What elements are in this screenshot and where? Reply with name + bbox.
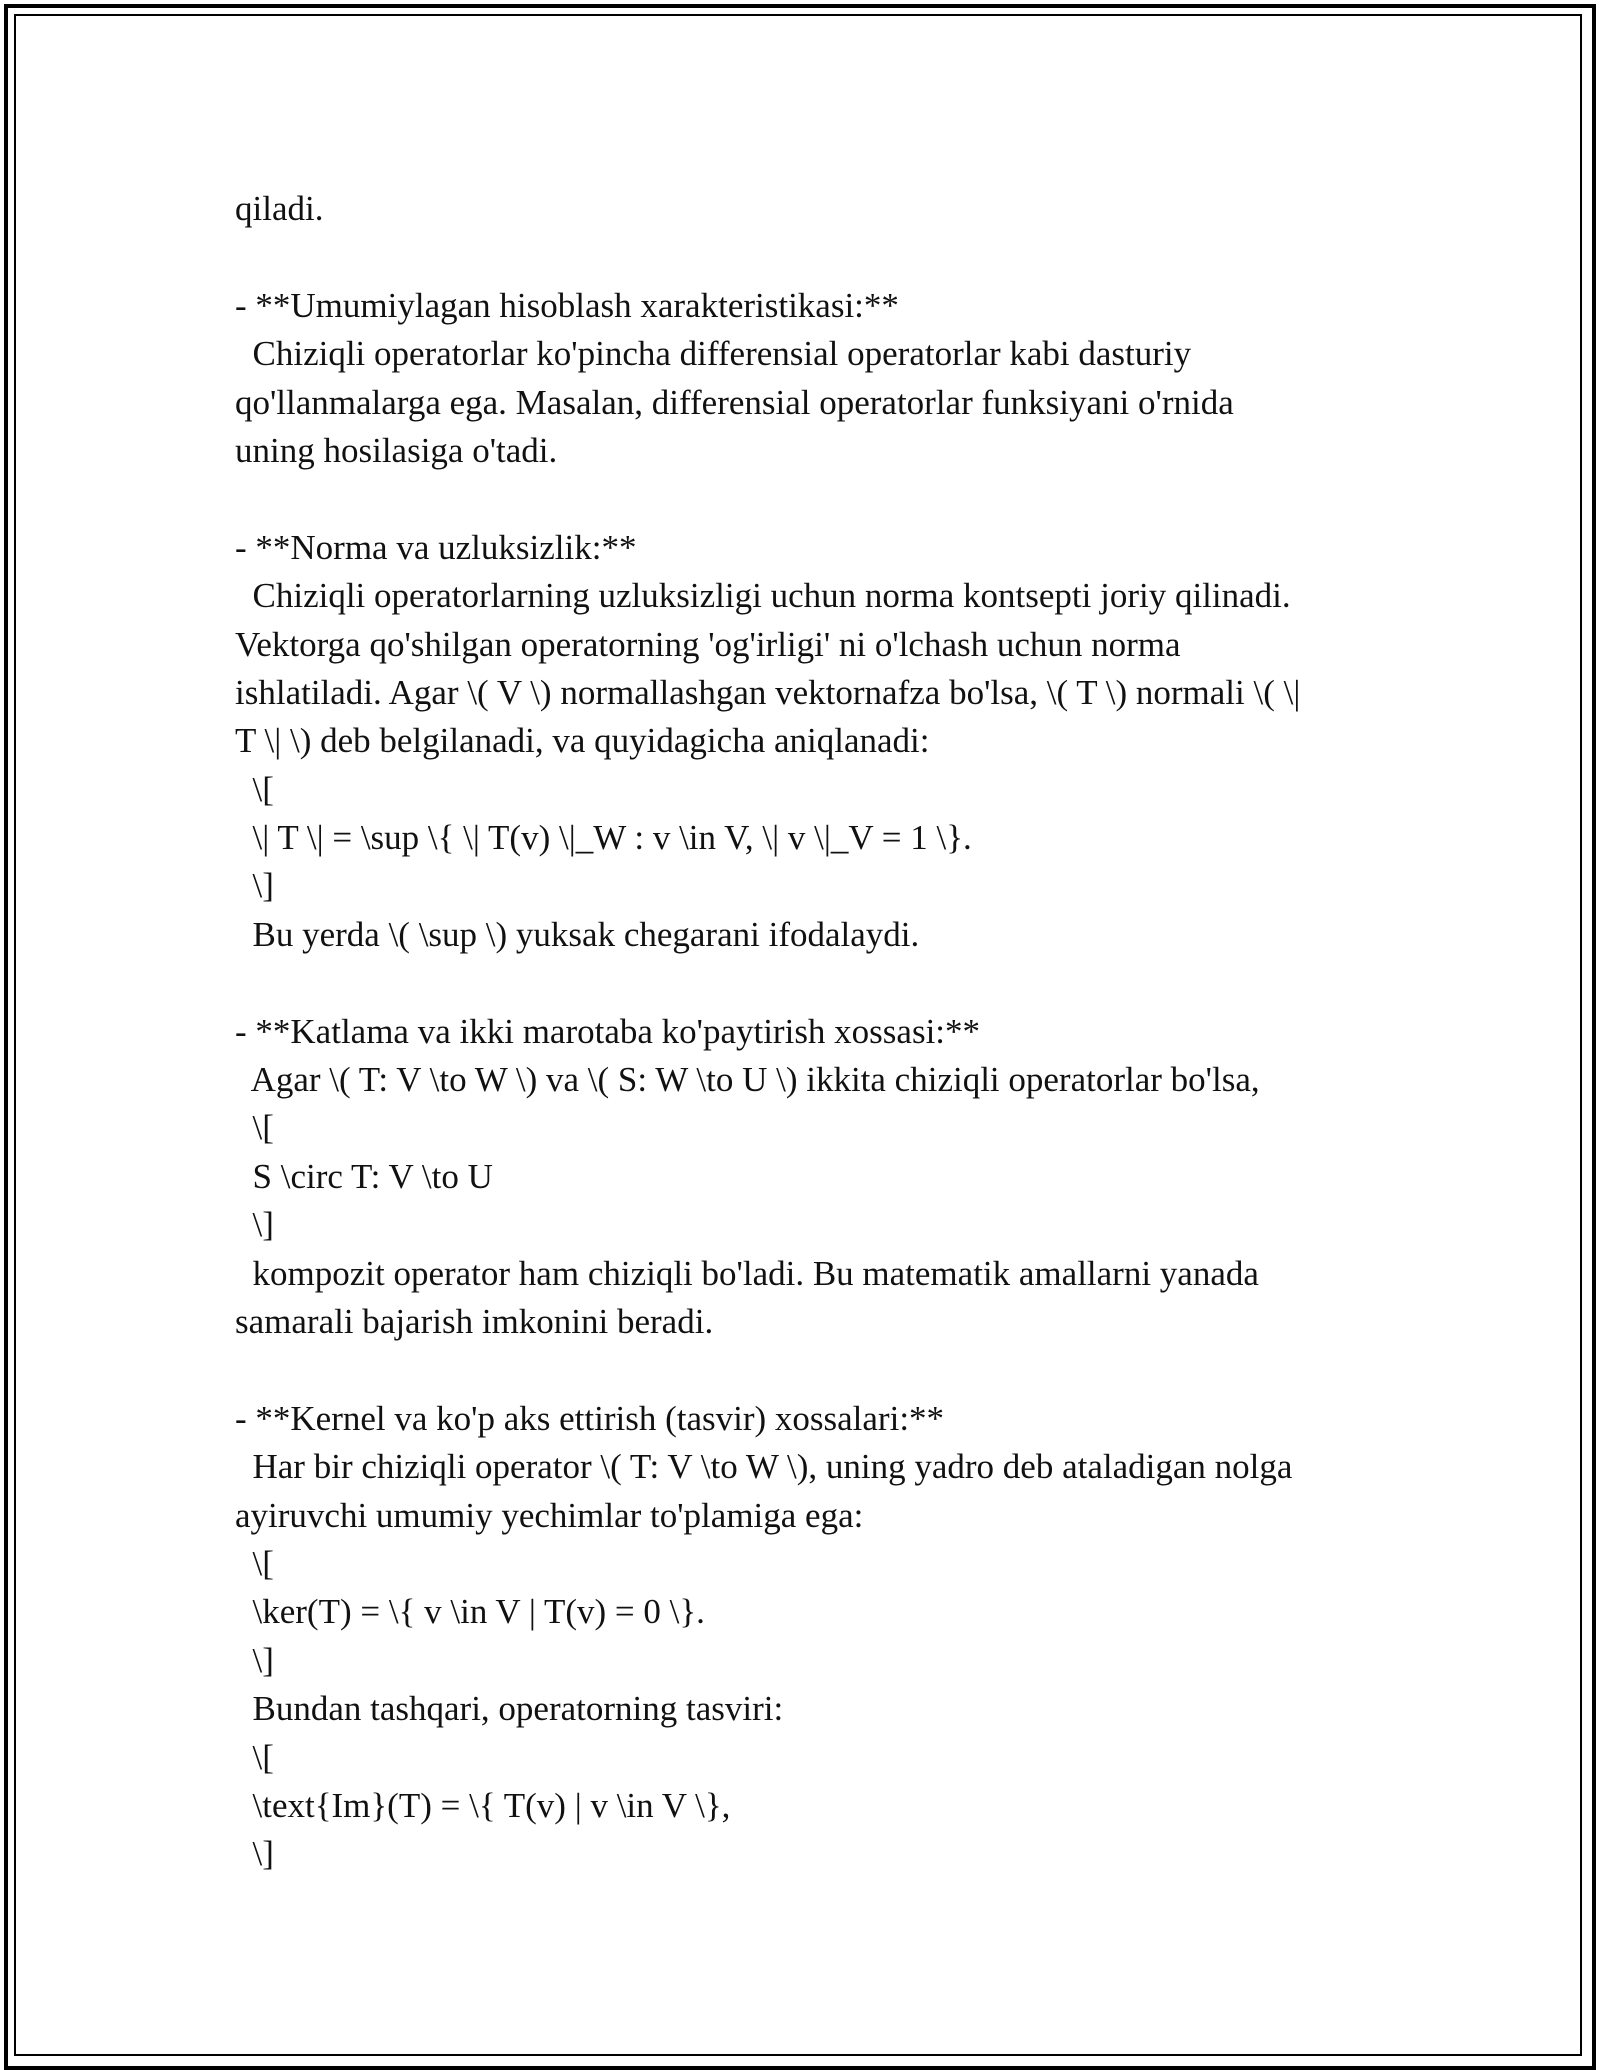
blank-line	[235, 1346, 1365, 1394]
text-line: Agar \( T: V \to W \) va \( S: W \to U \) ikkita chiziqli operatorlar bo'lsa,	[235, 1060, 1260, 1100]
blank-line	[235, 233, 1365, 281]
formula-line: \]	[235, 1834, 274, 1874]
text-line: uning hosilasiga o'tadi.	[235, 430, 558, 470]
formula-line: \[	[235, 1737, 274, 1777]
text-line: Vektorga qo'shilgan operatorning 'og'irligi' ni o'lchash uchun norma	[235, 624, 1181, 664]
text-line: Bu yerda \( \sup \) yuksak chegarani ifodalaydi.	[235, 914, 920, 954]
text-line: qiladi.	[235, 189, 324, 228]
formula-line: \[	[235, 769, 274, 809]
formula-line: S \circ T: V \to U	[235, 1156, 493, 1196]
text-line: Bundan tashqari, operatorning tasviri:	[235, 1689, 784, 1729]
formula-line: \[	[235, 1108, 274, 1148]
blank-line	[235, 475, 1365, 523]
document-body	[235, 185, 1365, 1879]
formula-line: \text{Im}(T) = \{ T(v) | v \in V \},	[235, 1785, 731, 1825]
blank-line	[235, 959, 1365, 1007]
section-heading-kernel: - **Kernel va ko'p aks ettirish (tasvir) xossalari:**	[235, 1398, 945, 1438]
formula-line: \]	[235, 866, 274, 906]
text-line: Chiziqli operatorlar ko'pincha differensial operatorlar kabi dasturiy	[235, 334, 1192, 374]
formula-line: \]	[235, 1205, 274, 1245]
text-line: kompozit operator ham chiziqli bo'ladi. Bu matematik amallarni yanada	[235, 1253, 1259, 1293]
text-line: T \| \) deb belgilanadi, va quyidagicha aniqlanadi:	[235, 721, 930, 761]
text-line: ayiruvchi umumiy yechimlar to'plamiga ega:	[235, 1495, 864, 1535]
text-line: Har bir chiziqli operator \( T: V \to W \), uning yadro deb ataladigan nolga	[235, 1447, 1293, 1487]
formula-line: \ker(T) = \{ v \in V | T(v) = 0 \}.	[235, 1592, 705, 1632]
text-line: qo'llanmalarga ega. Masalan, differensial operatorlar funksiyani o'rnida	[235, 382, 1234, 422]
formula-line: \]	[235, 1640, 274, 1680]
formula-line: \| T \| = \sup \{ \| T(v) \|_W : v \in V, \| v \|_V = 1 \}.	[235, 818, 972, 858]
text-line: ishlatiladi. Agar \( V \) normallashgan vektornafza bo'lsa, \( T \) normali \( \|	[235, 672, 1301, 712]
formula-line: \[	[235, 1543, 274, 1583]
text-line: samarali bajarish imkonini beradi.	[235, 1301, 714, 1341]
section-heading-umumiylagan: - **Umumiylagan hisoblash xarakteristikasi:**	[235, 285, 899, 325]
text-line: Chiziqli operatorlarning uzluksizligi uchun norma kontsepti joriy qilinadi.	[235, 576, 1291, 616]
section-heading-norma: - **Norma va uzluksizlik:**	[235, 527, 637, 567]
section-heading-katlama: - **Katlama va ikki marotaba ko'paytirish xossasi:**	[235, 1011, 981, 1051]
